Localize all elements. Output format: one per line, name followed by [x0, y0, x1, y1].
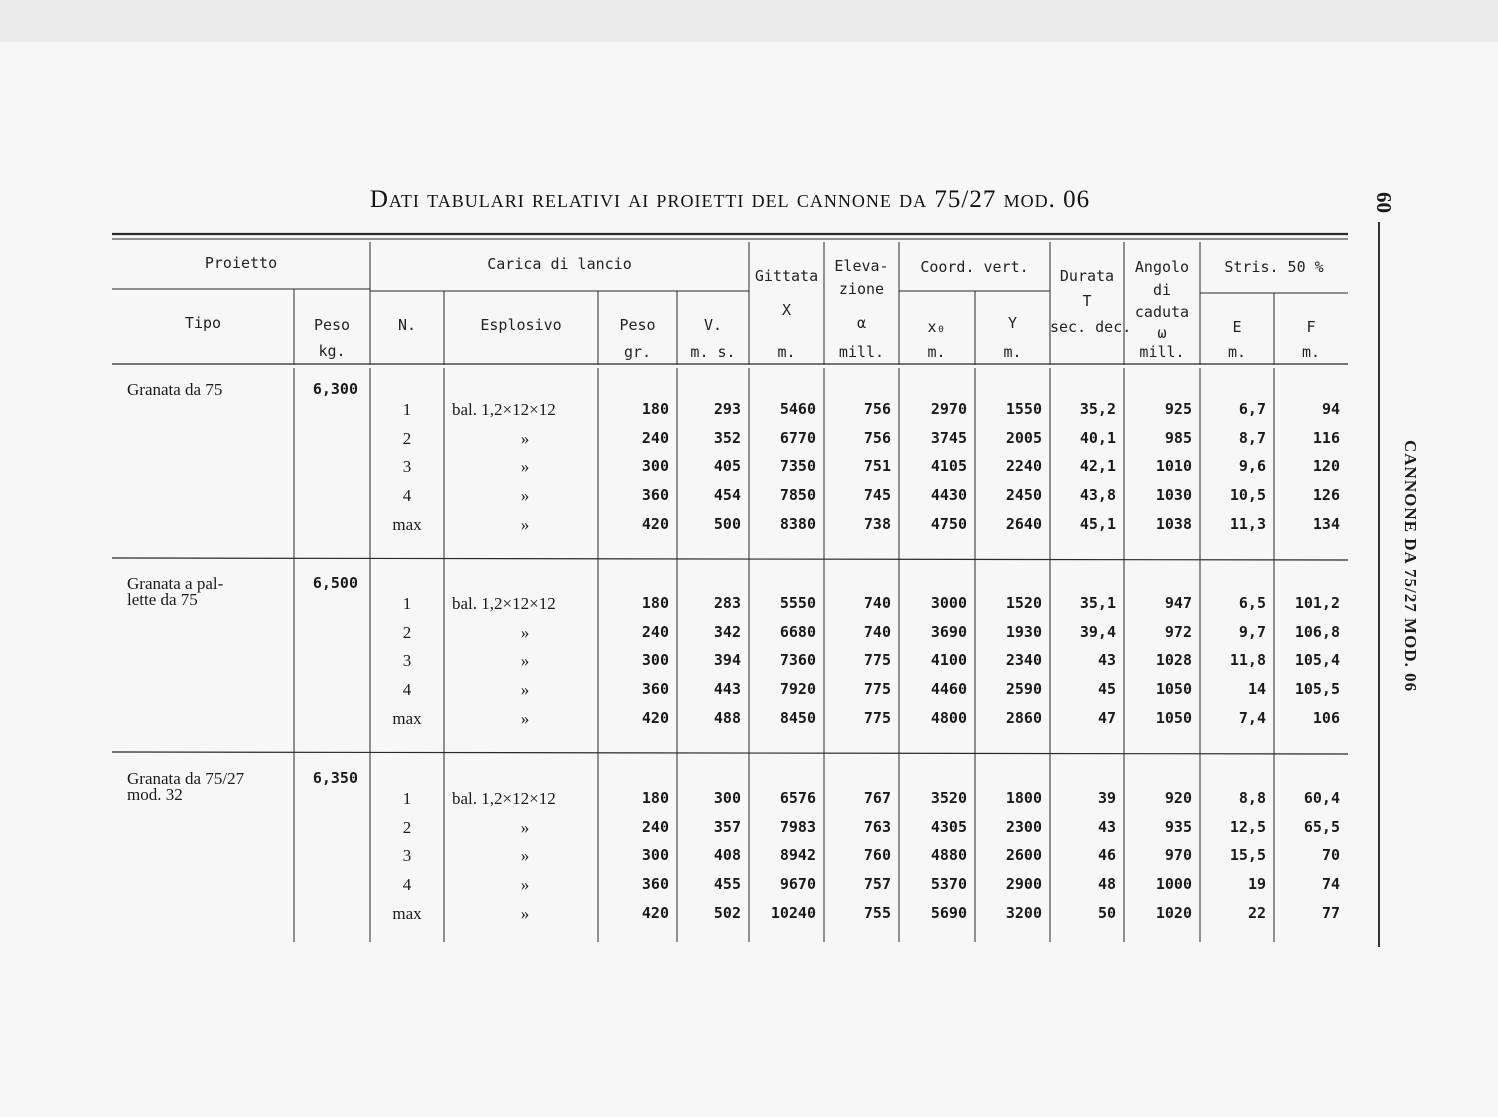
header-tipo: Tipo: [184, 314, 222, 332]
title-prefix: Dati tabulari relativi ai proietti del cannone da: [369, 186, 928, 213]
row-esplosivo: bal. 1,2×12×12: [452, 400, 556, 419]
row-t: 48: [1097, 875, 1116, 894]
row-om: 935: [1164, 817, 1192, 836]
row-x0: 5370: [930, 875, 967, 894]
row-e: 19: [1247, 875, 1266, 894]
row-x0: 3745: [930, 428, 967, 447]
row-t: 39: [1097, 789, 1116, 807]
row-el: 756: [863, 400, 891, 418]
row-n: max: [392, 514, 422, 534]
row-e: 9,7: [1238, 622, 1266, 641]
row-e: 15,5: [1229, 846, 1266, 865]
row-v: 357: [713, 817, 741, 836]
row-pg: 360: [641, 875, 669, 894]
title-caliber: 75/27: [934, 186, 997, 213]
row-esplosivo: »: [520, 651, 530, 671]
row-esplosivo: »: [520, 817, 530, 837]
row-e: 10,5: [1229, 486, 1266, 505]
row-om: 925: [1164, 400, 1192, 418]
row-f: 60,4: [1303, 789, 1340, 807]
row-pg: 360: [641, 486, 669, 505]
row-n: 4: [402, 680, 412, 700]
group-tipo: Granata a pal-: [127, 574, 224, 593]
row-y: 1520: [1005, 594, 1042, 612]
row-n: 4: [402, 486, 412, 506]
row-v: 352: [713, 428, 741, 447]
group-peso: 6,350: [312, 769, 358, 787]
header-gittata-sym: X: [781, 301, 792, 319]
row-n: max: [392, 903, 422, 923]
row-y: 2340: [1005, 651, 1042, 670]
row-e: 7,4: [1238, 708, 1266, 727]
row-x: 5460: [779, 400, 816, 418]
row-pg: 420: [641, 903, 669, 922]
row-n: 1: [402, 594, 412, 613]
header-elevazione-unit: mill.: [838, 343, 885, 361]
header-gittata: Gittata: [754, 267, 819, 285]
row-e: 11,3: [1229, 514, 1266, 533]
row-pg: 300: [641, 846, 669, 865]
row-x: 6680: [779, 622, 816, 641]
row-om: 1020: [1155, 903, 1192, 922]
row-om: 1000: [1155, 875, 1192, 894]
row-pg: 180: [641, 400, 669, 418]
row-esplosivo: »: [520, 875, 530, 895]
row-y: 2860: [1005, 708, 1042, 727]
row-pg: 420: [641, 708, 669, 727]
row-om: 947: [1164, 594, 1192, 612]
row-pg: 300: [641, 651, 669, 670]
row-v: 488: [713, 708, 741, 727]
header-coord: Coord. vert.: [920, 258, 1029, 276]
header-angolo-1: Angolo: [1134, 258, 1190, 276]
row-f: 65,5: [1303, 817, 1340, 836]
header-gittata-unit: m.: [777, 343, 796, 361]
row-el: 740: [863, 594, 891, 612]
row-y: 2005: [1005, 428, 1042, 447]
scan-top-band: [0, 0, 1498, 42]
row-x: 8450: [779, 708, 816, 727]
row-v: 394: [713, 651, 741, 670]
group-peso: 6,300: [312, 380, 358, 398]
row-f: 120: [1312, 457, 1340, 476]
row-f: 116: [1312, 428, 1340, 447]
row-f: 70: [1321, 846, 1340, 865]
row-el: 751: [863, 457, 891, 476]
row-n: 3: [402, 651, 412, 671]
row-v: 502: [713, 903, 741, 922]
header-durata-sym: T: [1082, 292, 1092, 310]
row-om: 1030: [1155, 486, 1192, 505]
row-om: 972: [1164, 622, 1192, 641]
row-x: 6576: [779, 789, 816, 807]
row-y: 2600: [1005, 846, 1042, 865]
row-esplosivo: »: [520, 457, 530, 477]
header-elevazione-sym: α: [856, 314, 867, 332]
row-t: 45: [1097, 680, 1116, 699]
row-y: 1550: [1005, 400, 1042, 418]
row-f: 105,4: [1294, 651, 1340, 670]
row-om: 920: [1164, 789, 1192, 807]
row-el: 755: [863, 903, 891, 922]
page-number: 60: [1372, 192, 1396, 213]
row-esplosivo: bal. 1,2×12×12: [452, 789, 556, 808]
row-t: 35,2: [1079, 400, 1116, 418]
row-n: 4: [402, 875, 412, 895]
row-f: 105,5: [1294, 680, 1340, 699]
row-n: 1: [402, 789, 412, 808]
row-t: 46: [1097, 846, 1116, 865]
row-el: 757: [863, 875, 891, 894]
row-v: 443: [713, 680, 741, 699]
row-esplosivo: »: [520, 514, 530, 534]
header-angolo-unit: mill.: [1139, 343, 1185, 361]
row-y: 3200: [1005, 903, 1042, 922]
row-f: 106,8: [1294, 622, 1340, 641]
row-el: 775: [863, 680, 891, 699]
row-x: 7850: [779, 486, 816, 505]
row-esplosivo: »: [520, 680, 530, 700]
row-esplosivo: »: [520, 428, 530, 448]
row-pg: 420: [641, 514, 669, 533]
group-tipo: lette da 75: [127, 590, 198, 609]
row-x: 7983: [779, 817, 816, 836]
row-el: 738: [863, 514, 891, 533]
row-v: 408: [713, 846, 741, 865]
row-n: 2: [402, 428, 412, 448]
row-f: 77: [1321, 903, 1340, 922]
margin-rule: [1378, 222, 1380, 947]
header-peso-kg-2: kg.: [318, 342, 346, 360]
header-durata-unit: sec. dec.: [1050, 318, 1132, 336]
header-y-2: m.: [1003, 343, 1022, 361]
row-v: 454: [713, 486, 741, 505]
row-f: 74: [1321, 875, 1340, 894]
row-v: 293: [713, 400, 741, 418]
header-proietto: Proietto: [204, 254, 278, 272]
row-x0: 4800: [930, 708, 967, 727]
row-y: 2240: [1005, 457, 1042, 476]
header-angolo-sym: ω: [1157, 324, 1167, 342]
row-x0: 4100: [930, 651, 967, 670]
row-e: 8,7: [1238, 428, 1266, 447]
row-x: 7350: [779, 457, 816, 476]
row-n: 1: [402, 400, 412, 419]
row-e: 12,5: [1229, 817, 1266, 836]
row-x: 7920: [779, 680, 816, 699]
group-tipo: mod. 32: [127, 785, 183, 804]
row-x0: 5690: [930, 903, 967, 922]
header-x0-1: x₀: [927, 318, 946, 336]
row-x0: 4750: [930, 514, 967, 533]
row-x0: 4880: [930, 846, 967, 865]
row-e: 11,8: [1229, 651, 1266, 670]
row-t: 35,1: [1079, 594, 1116, 612]
row-esplosivo: »: [520, 486, 530, 506]
row-v: 342: [713, 622, 741, 641]
row-n: 3: [402, 846, 412, 866]
row-pg: 240: [641, 622, 669, 641]
row-el: 775: [863, 651, 891, 670]
row-pg: 360: [641, 680, 669, 699]
row-y: 2300: [1005, 817, 1042, 836]
row-y: 2900: [1005, 875, 1042, 894]
header-y-1: Y: [1007, 314, 1018, 332]
row-pg: 180: [641, 594, 669, 612]
row-el: 756: [863, 428, 891, 447]
header-peso-gr-2: gr.: [623, 343, 652, 361]
header-e-1: E: [1232, 318, 1242, 336]
row-esplosivo: »: [520, 846, 530, 866]
header-stris: Stris. 50 %: [1224, 258, 1324, 276]
row-e: 6,5: [1238, 594, 1266, 612]
row-om: 1050: [1155, 708, 1192, 727]
row-esplosivo: »: [520, 903, 530, 923]
header-f-1: F: [1306, 318, 1316, 336]
header-v-2: m. s.: [690, 343, 736, 361]
row-f: 134: [1312, 514, 1340, 533]
header-e-2: m.: [1227, 343, 1247, 361]
row-x0: 3000: [930, 594, 967, 612]
row-x: 6770: [779, 428, 816, 447]
row-t: 42,1: [1079, 457, 1116, 476]
row-f: 106: [1312, 708, 1340, 727]
row-y: 2640: [1005, 514, 1042, 533]
row-e: 6,7: [1238, 400, 1266, 418]
row-x: 8942: [779, 846, 816, 865]
row-n: max: [392, 708, 422, 728]
row-v: 300: [713, 789, 741, 807]
row-y: 2590: [1005, 680, 1042, 699]
row-v: 405: [713, 457, 741, 476]
row-x0: 2970: [930, 400, 967, 418]
header-peso-kg-1: Peso: [313, 316, 351, 334]
row-x0: 4430: [930, 486, 967, 505]
row-pg: 300: [641, 457, 669, 476]
header-elevazione-2: zione: [838, 280, 885, 298]
header-elevazione-1: Eleva-: [834, 257, 889, 275]
row-x0: 3520: [930, 789, 967, 807]
row-x0: 4305: [930, 817, 967, 836]
row-n: 3: [402, 457, 412, 477]
row-pg: 240: [641, 428, 669, 447]
row-v: 455: [713, 875, 741, 894]
row-el: 760: [863, 846, 891, 865]
row-x0: 3690: [930, 622, 967, 641]
group-tipo: Granata da 75/27: [127, 769, 245, 788]
row-om: 1010: [1155, 457, 1192, 476]
row-t: 40,1: [1079, 428, 1116, 447]
running-head: CANNONE DA 75/27 MOD. 06: [1401, 440, 1420, 693]
ballistic-table: [112, 230, 1348, 945]
row-x: 8380: [779, 514, 816, 533]
row-t: 43: [1097, 651, 1116, 670]
row-e: 14: [1247, 680, 1266, 699]
row-om: 1050: [1155, 680, 1192, 699]
header-n: N.: [397, 316, 417, 334]
header-carica: Carica di lancio: [487, 255, 632, 273]
row-t: 39,4: [1079, 622, 1116, 641]
row-esplosivo: »: [520, 622, 530, 642]
header-angolo-2: di: [1152, 281, 1172, 299]
row-el: 763: [863, 817, 891, 836]
group-peso: 6,500: [312, 574, 358, 592]
row-pg: 240: [641, 817, 669, 836]
row-f: 94: [1321, 400, 1340, 418]
row-t: 45,1: [1079, 514, 1116, 533]
row-om: 1038: [1155, 514, 1192, 533]
row-t: 43,8: [1079, 486, 1116, 505]
row-esplosivo: bal. 1,2×12×12: [452, 594, 556, 613]
header-peso-gr-1: Peso: [619, 316, 656, 334]
header-angolo-3: caduta: [1134, 303, 1190, 321]
row-el: 775: [863, 708, 891, 727]
row-x: 5550: [779, 594, 816, 612]
row-x: 7360: [779, 651, 816, 670]
header-durata: Durata: [1059, 267, 1115, 285]
group-tipo: Granata da 75: [127, 380, 223, 399]
group-separator: [112, 558, 1348, 560]
row-el: 767: [863, 789, 891, 807]
row-esplosivo: »: [520, 708, 530, 728]
row-x: 10240: [770, 903, 816, 922]
title-suffix: mod. 06: [1003, 186, 1091, 213]
header-x0-2: m.: [927, 343, 946, 361]
row-e: 22: [1247, 903, 1266, 922]
row-n: 2: [402, 622, 412, 642]
row-y: 2450: [1005, 486, 1042, 505]
row-f: 101,2: [1294, 594, 1340, 612]
row-x0: 4105: [930, 457, 967, 476]
row-el: 745: [863, 486, 891, 505]
row-n: 2: [402, 817, 412, 837]
row-om: 1028: [1155, 651, 1192, 670]
header-v-1: V.: [703, 316, 723, 334]
row-x: 9670: [779, 875, 816, 894]
row-y: 1930: [1005, 622, 1042, 641]
page-title: [112, 186, 1348, 214]
row-y: 1800: [1005, 789, 1042, 807]
row-t: 50: [1097, 903, 1116, 922]
row-e: 8,8: [1238, 789, 1266, 807]
row-v: 500: [713, 514, 741, 533]
header-esplosivo: Esplosivo: [480, 316, 562, 334]
row-f: 126: [1312, 486, 1340, 505]
row-el: 740: [863, 622, 891, 641]
group-separator: [112, 752, 1348, 754]
row-e: 9,6: [1238, 457, 1266, 476]
row-v: 283: [713, 594, 741, 612]
row-x0: 4460: [930, 680, 967, 699]
row-t: 43: [1097, 817, 1116, 836]
row-t: 47: [1097, 708, 1116, 727]
row-om: 985: [1164, 428, 1192, 447]
row-pg: 180: [641, 789, 669, 807]
header-f-2: m.: [1301, 343, 1321, 361]
row-om: 970: [1164, 846, 1192, 865]
